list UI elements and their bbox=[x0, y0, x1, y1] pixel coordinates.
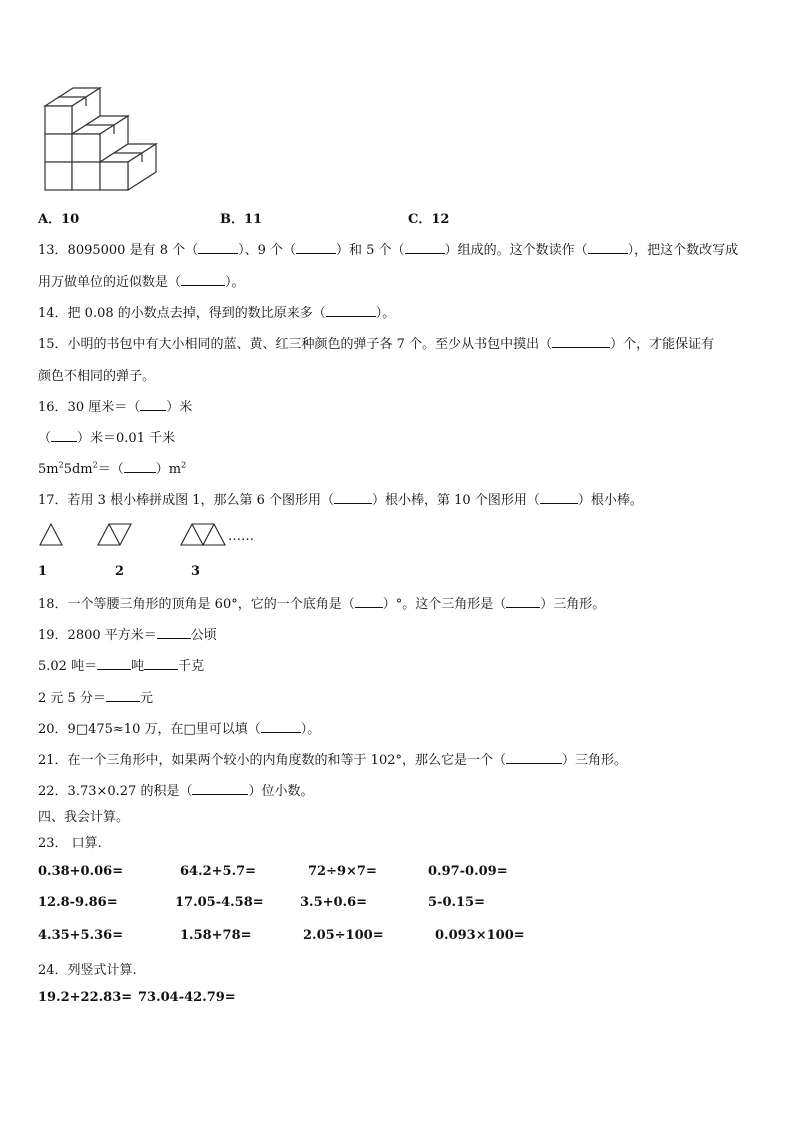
q13-blank-3[interactable] bbox=[405, 241, 445, 254]
cube-stack-figure bbox=[40, 82, 165, 197]
question-16-line-3 bbox=[38, 458, 186, 477]
q15-text-b: ）个，才能保证有 bbox=[610, 337, 715, 352]
q23-item-8: 5-0.15= bbox=[428, 895, 485, 910]
q21-blank[interactable] bbox=[506, 751, 562, 764]
q18-blank-1[interactable] bbox=[355, 595, 383, 608]
section-heading-4: 四、我会计算。 bbox=[38, 810, 130, 825]
q17-blank-2[interactable] bbox=[540, 491, 578, 504]
q21-text-b: ）三角形。 bbox=[562, 753, 628, 768]
q17-text-a: 17．若用 3 根小棒拼成图 1，那么第 6 个图形用（ bbox=[38, 493, 335, 508]
q17-blank-1[interactable] bbox=[334, 491, 372, 504]
q19-blank-1[interactable] bbox=[157, 626, 191, 639]
q24-item-2: 73.04-42.79= bbox=[138, 990, 236, 1005]
option-b: B．11 bbox=[220, 212, 263, 227]
q16-sup-1: 2 bbox=[58, 460, 64, 470]
question-14 bbox=[38, 302, 395, 321]
question-16-line-2 bbox=[38, 427, 175, 446]
q18-text-a: 18．一个等腰三角形的顶角是 60°，它的一个底角是（ bbox=[38, 597, 355, 612]
q17-text-b: ）根小棒，第 10 个图形用（ bbox=[372, 493, 540, 508]
question-19-line-3 bbox=[38, 687, 153, 706]
question-15-line-1 bbox=[38, 333, 714, 352]
q13-text-d: ）组成的。这个数读作（ bbox=[444, 243, 588, 258]
q15-blank[interactable] bbox=[552, 335, 610, 348]
q19-text-b: 公顷 bbox=[190, 628, 217, 643]
q19-blank-3[interactable] bbox=[144, 657, 178, 670]
q13-blank-1[interactable] bbox=[198, 241, 238, 254]
question-19-line-2 bbox=[38, 655, 204, 674]
q16-text-b: ）米 bbox=[166, 400, 193, 415]
q15-text-a: 15．小明的书包中有大小相同的蓝、黄、红三种颜色的弹子各 7 个。至少从书包中摸出（ bbox=[38, 337, 553, 352]
q19-text-e: 千克 bbox=[178, 659, 205, 674]
figure-label-1: 1 bbox=[38, 564, 48, 579]
question-16-line-1 bbox=[38, 396, 192, 415]
q22-text-b: ）位小数。 bbox=[248, 784, 314, 799]
q13-text-e: ），把这个数改写成 bbox=[627, 243, 739, 258]
q23-item-10: 1.58+78= bbox=[180, 928, 252, 943]
question-18 bbox=[38, 593, 605, 612]
question-13-line-1 bbox=[38, 239, 738, 258]
q23-item-5: 12.8-9.86= bbox=[38, 895, 118, 910]
q13-text-b: ）、9 个（ bbox=[238, 243, 297, 258]
q19-text-c: 5.02 吨＝ bbox=[38, 659, 98, 674]
question-23-title: 23． 口算. bbox=[38, 836, 102, 851]
question-21 bbox=[38, 749, 627, 768]
q13-text-a: 13．8095000 是有 8 个（ bbox=[38, 243, 199, 258]
q17-text-c: ）根小棒。 bbox=[577, 493, 643, 508]
q23-item-1: 0.38+0.06= bbox=[38, 864, 124, 879]
figure-label-2: 2 bbox=[115, 564, 125, 579]
q18-text-c: ）三角形。 bbox=[540, 597, 606, 612]
q16-text-f: 5dm bbox=[63, 462, 93, 477]
q19-blank-4[interactable] bbox=[106, 689, 140, 702]
q21-text-a: 21．在一个三角形中，如果两个较小的内角度数的和等于 102°，那么它是一个（ bbox=[38, 753, 506, 768]
question-17 bbox=[38, 489, 643, 508]
q19-text-f: 2 元 5 分＝ bbox=[38, 691, 106, 706]
q19-text-d: 吨 bbox=[131, 659, 145, 674]
q22-text-a: 22．3.73×0.27 的积是（ bbox=[38, 784, 193, 799]
q24-item-1: 19.2+22.83= bbox=[38, 990, 133, 1005]
q13-blank-2[interactable] bbox=[296, 241, 336, 254]
q16-blank-2[interactable] bbox=[51, 429, 77, 442]
q13-text-g: ）。 bbox=[225, 275, 245, 290]
q13-blank-4[interactable] bbox=[588, 241, 628, 254]
q23-item-12: 0.093×100= bbox=[435, 928, 525, 943]
q16-sup-2: 2 bbox=[92, 460, 98, 470]
q16-text-g: ＝（ bbox=[97, 462, 124, 477]
q22-blank[interactable] bbox=[192, 782, 248, 795]
q16-text-a: 16．30 厘米＝（ bbox=[38, 400, 141, 415]
figure-label-3: 3 bbox=[191, 564, 201, 579]
q16-text-d: ）米＝0.01 千米 bbox=[77, 431, 176, 446]
q14-text-b: ）。 bbox=[375, 306, 396, 321]
q23-item-2: 64.2+5.7= bbox=[180, 864, 257, 879]
q19-text-a: 19．2800 平方米＝ bbox=[38, 628, 157, 643]
q20-text-b: ）。 bbox=[300, 722, 321, 737]
q13-text-f: 用万做单位的近似数是（ bbox=[38, 275, 182, 290]
q23-item-9: 4.35+5.36= bbox=[38, 928, 124, 943]
q23-item-7: 3.5+0.6= bbox=[300, 895, 368, 910]
q13-text-c: ）和 5 个（ bbox=[336, 243, 405, 258]
question-19-line-1 bbox=[38, 624, 217, 643]
question-13-line-2 bbox=[38, 271, 245, 290]
question-20 bbox=[38, 718, 320, 737]
q16-text-h: ）m bbox=[155, 462, 182, 477]
q23-item-6: 17.05-4.58= bbox=[175, 895, 264, 910]
q14-text-a: 14．把 0.08 的小数点去掉，得到的数比原来多（ bbox=[38, 306, 326, 321]
option-a: A．10 bbox=[38, 212, 80, 227]
q16-text-e: 5m bbox=[38, 462, 59, 477]
stick-triangles-figure bbox=[38, 522, 238, 548]
q23-item-11: 2.05÷100= bbox=[303, 928, 384, 943]
q16-blank-3[interactable] bbox=[124, 460, 156, 473]
question-15-line-2: 颜色不相同的弹子。 bbox=[38, 369, 156, 384]
q19-text-g: 元 bbox=[139, 691, 153, 706]
q19-blank-2[interactable] bbox=[97, 657, 131, 670]
question-24-title: 24．列竖式计算. bbox=[38, 963, 137, 978]
q18-blank-2[interactable] bbox=[506, 595, 540, 608]
option-c: C．12 bbox=[408, 212, 450, 227]
q23-item-4: 0.97-0.09= bbox=[428, 864, 508, 879]
q16-sup-3: 2 bbox=[181, 460, 187, 470]
q17-ellipsis: …… bbox=[228, 529, 254, 544]
question-22 bbox=[38, 780, 313, 799]
q20-blank[interactable] bbox=[261, 720, 301, 733]
q18-text-b: ）°。这个三角形是（ bbox=[382, 597, 507, 612]
q23-item-3: 72÷9×7= bbox=[308, 864, 377, 879]
q16-text-c: （ bbox=[38, 431, 52, 446]
q16-blank-1[interactable] bbox=[140, 398, 166, 411]
q14-blank[interactable] bbox=[326, 304, 376, 317]
q20-text-a: 20．9□475≈10 万，在□里可以填（ bbox=[38, 722, 261, 737]
q13-blank-5[interactable] bbox=[181, 273, 225, 286]
